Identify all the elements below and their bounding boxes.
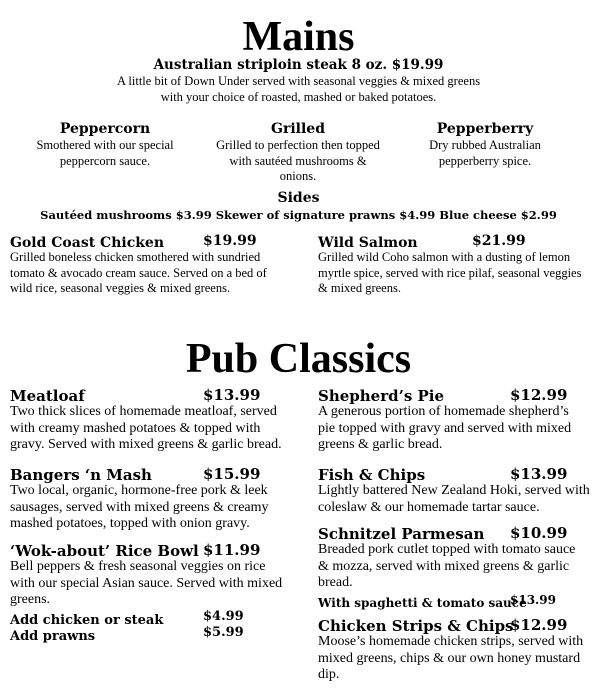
steak-block xyxy=(0,56,597,105)
item-desc-line3: mashed potatoes, topped with onion gravy. xyxy=(10,516,250,531)
option-desc-line3: onions. xyxy=(279,169,317,183)
item-price: $21.99 xyxy=(472,233,526,249)
item-desc-line3: bread. xyxy=(318,575,353,590)
item-name: Schnitzel Parmesan xyxy=(318,525,485,543)
menu-item-meatloaf xyxy=(10,386,300,454)
item-name: Wild Salmon xyxy=(318,235,418,251)
item-desc-line1: Breaded pork cutlet topped with tomato sauce xyxy=(318,542,576,557)
item-desc-line2: coleslaw & our homemade tartar sauce. xyxy=(318,499,540,515)
item-desc-line1: Bell peppers & fresh seasonal veggies on rice xyxy=(10,559,266,574)
item-desc-line2: tomato & avocado cream sauce. Served on a bed of xyxy=(10,265,267,280)
option-peppercorn xyxy=(20,120,190,169)
menu-item-gold-coast-chicken xyxy=(10,232,295,297)
option-name: Grilled xyxy=(271,121,325,137)
item-name: Meatloaf xyxy=(10,387,85,405)
option-desc-line1: Smothered with our special xyxy=(36,138,174,152)
steak-desc-line2: with your choice of roasted, mashed or baked potatoes. xyxy=(160,89,437,104)
item-price: $19.99 xyxy=(203,233,257,249)
item-desc-line2: pie topped with gravy and served with mixed xyxy=(318,420,572,436)
item-price: $15.99 xyxy=(203,465,261,483)
add-on-price: $4.99 xyxy=(203,608,244,624)
pub-classics-heading: Pub Classics xyxy=(185,336,412,382)
menu-item-wild-salmon xyxy=(318,232,593,297)
option-desc-line2: with sautéed mushrooms & xyxy=(229,153,367,168)
item-desc-line1: Two local, organic, hormone-free pork & leek xyxy=(10,483,268,498)
item-price: $12.99 xyxy=(510,386,568,404)
item-desc-line1: Two thick slices of homemade meatloaf, served xyxy=(10,404,277,419)
item-desc-line2: myrtle spice, served with rice pilaf, seasonal veggies xyxy=(318,265,582,280)
item-name: Bangers ‘n Mash xyxy=(10,466,152,484)
option-desc-line2: pepperberry spice. xyxy=(438,153,532,168)
item-name: Chicken Strips & Chips xyxy=(318,617,514,635)
sides-block xyxy=(0,189,597,223)
option-name: Pepperberry xyxy=(436,121,534,137)
item-name: Gold Coast Chicken xyxy=(10,235,164,251)
extra-option-price: $13.99 xyxy=(510,592,556,607)
menu-item-schnitzel-parmesan xyxy=(318,524,593,608)
sides-heading: Sides xyxy=(277,190,320,206)
item-price: $13.99 xyxy=(510,465,568,483)
extra-option-label: With spaghetti & tomato sauce xyxy=(318,595,527,610)
sides-line: Sautéed mushrooms $3.99 Skewer of signature prawns $4.99 Blue cheese $2.99 xyxy=(40,208,557,222)
item-desc-line1: Grilled boneless chicken smothered with sundried xyxy=(10,250,261,264)
item-desc-line1: Lightly battered New Zealand Hoki, served with xyxy=(318,483,590,498)
item-desc-line3: wild rice, seasonal veggies & mixed greens. xyxy=(10,281,231,295)
item-price: $11.99 xyxy=(203,541,261,559)
item-desc-line3: greens. xyxy=(10,592,51,607)
item-desc-line1: Grilled wild Coho salmon with a dusting of lemon xyxy=(318,250,571,264)
option-grilled xyxy=(208,120,388,185)
item-price: $10.99 xyxy=(510,524,568,542)
add-on-price: $5.99 xyxy=(203,625,244,640)
item-desc-line2: sausages, served with mixed greens & creamy xyxy=(10,499,269,515)
menu-item-bangers-n-mash xyxy=(10,465,300,533)
item-desc-line1: Moose’s homemade chicken strips, served with xyxy=(318,634,584,649)
add-on-label: Add prawns xyxy=(10,629,96,644)
item-desc-line3: dip. xyxy=(318,667,340,682)
item-price: $13.99 xyxy=(203,386,261,404)
item-desc-line2: & mozza, served with mixed greens & garlic xyxy=(318,558,570,574)
steak-desc-line1: A little bit of Down Under served with seasonal veggies & mixed greens xyxy=(116,74,481,88)
option-name: Peppercorn xyxy=(59,121,151,137)
item-name: Fish & Chips xyxy=(318,466,426,484)
item-desc-line3: greens & garlic bread. xyxy=(318,437,443,452)
item-desc-line2: with our special Asian sauce. Served with mixed xyxy=(10,575,283,591)
menu-item-chicken-strips-and-chips xyxy=(318,616,593,684)
item-desc-line2: mixed greens, chips & our own honey mustard xyxy=(318,650,581,666)
item-price: $12.99 xyxy=(510,616,568,634)
option-desc-line1: Grilled to perfection then topped xyxy=(216,138,380,152)
item-desc-line2: with creamy mashed potatoes & topped with xyxy=(10,420,261,436)
item-name: Shepherd’s Pie xyxy=(318,387,445,405)
item-desc-line3: & mixed greens. xyxy=(318,281,401,295)
item-desc-line3: gravy. Served with mixed greens & garlic bread. xyxy=(10,437,282,452)
menu-item-wok-about-rice-bowl xyxy=(10,541,300,642)
steak-title: Australian striploin steak 8 oz. $19.99 xyxy=(153,57,444,73)
option-pepperberry xyxy=(400,120,570,169)
option-desc-line2: peppercorn sauce. xyxy=(59,153,151,168)
item-name: ‘Wok-about’ Rice Bowl xyxy=(10,542,199,560)
menu-item-fish-and-chips xyxy=(318,465,593,516)
option-desc-line1: Dry rubbed Australian xyxy=(429,138,541,152)
item-desc-line1: A generous portion of homemade shepherd’s xyxy=(318,404,569,419)
mains-heading: Mains xyxy=(242,14,355,60)
add-on-label: Add chicken or steak xyxy=(10,612,164,628)
menu-item-shepherds-pie xyxy=(318,386,593,454)
